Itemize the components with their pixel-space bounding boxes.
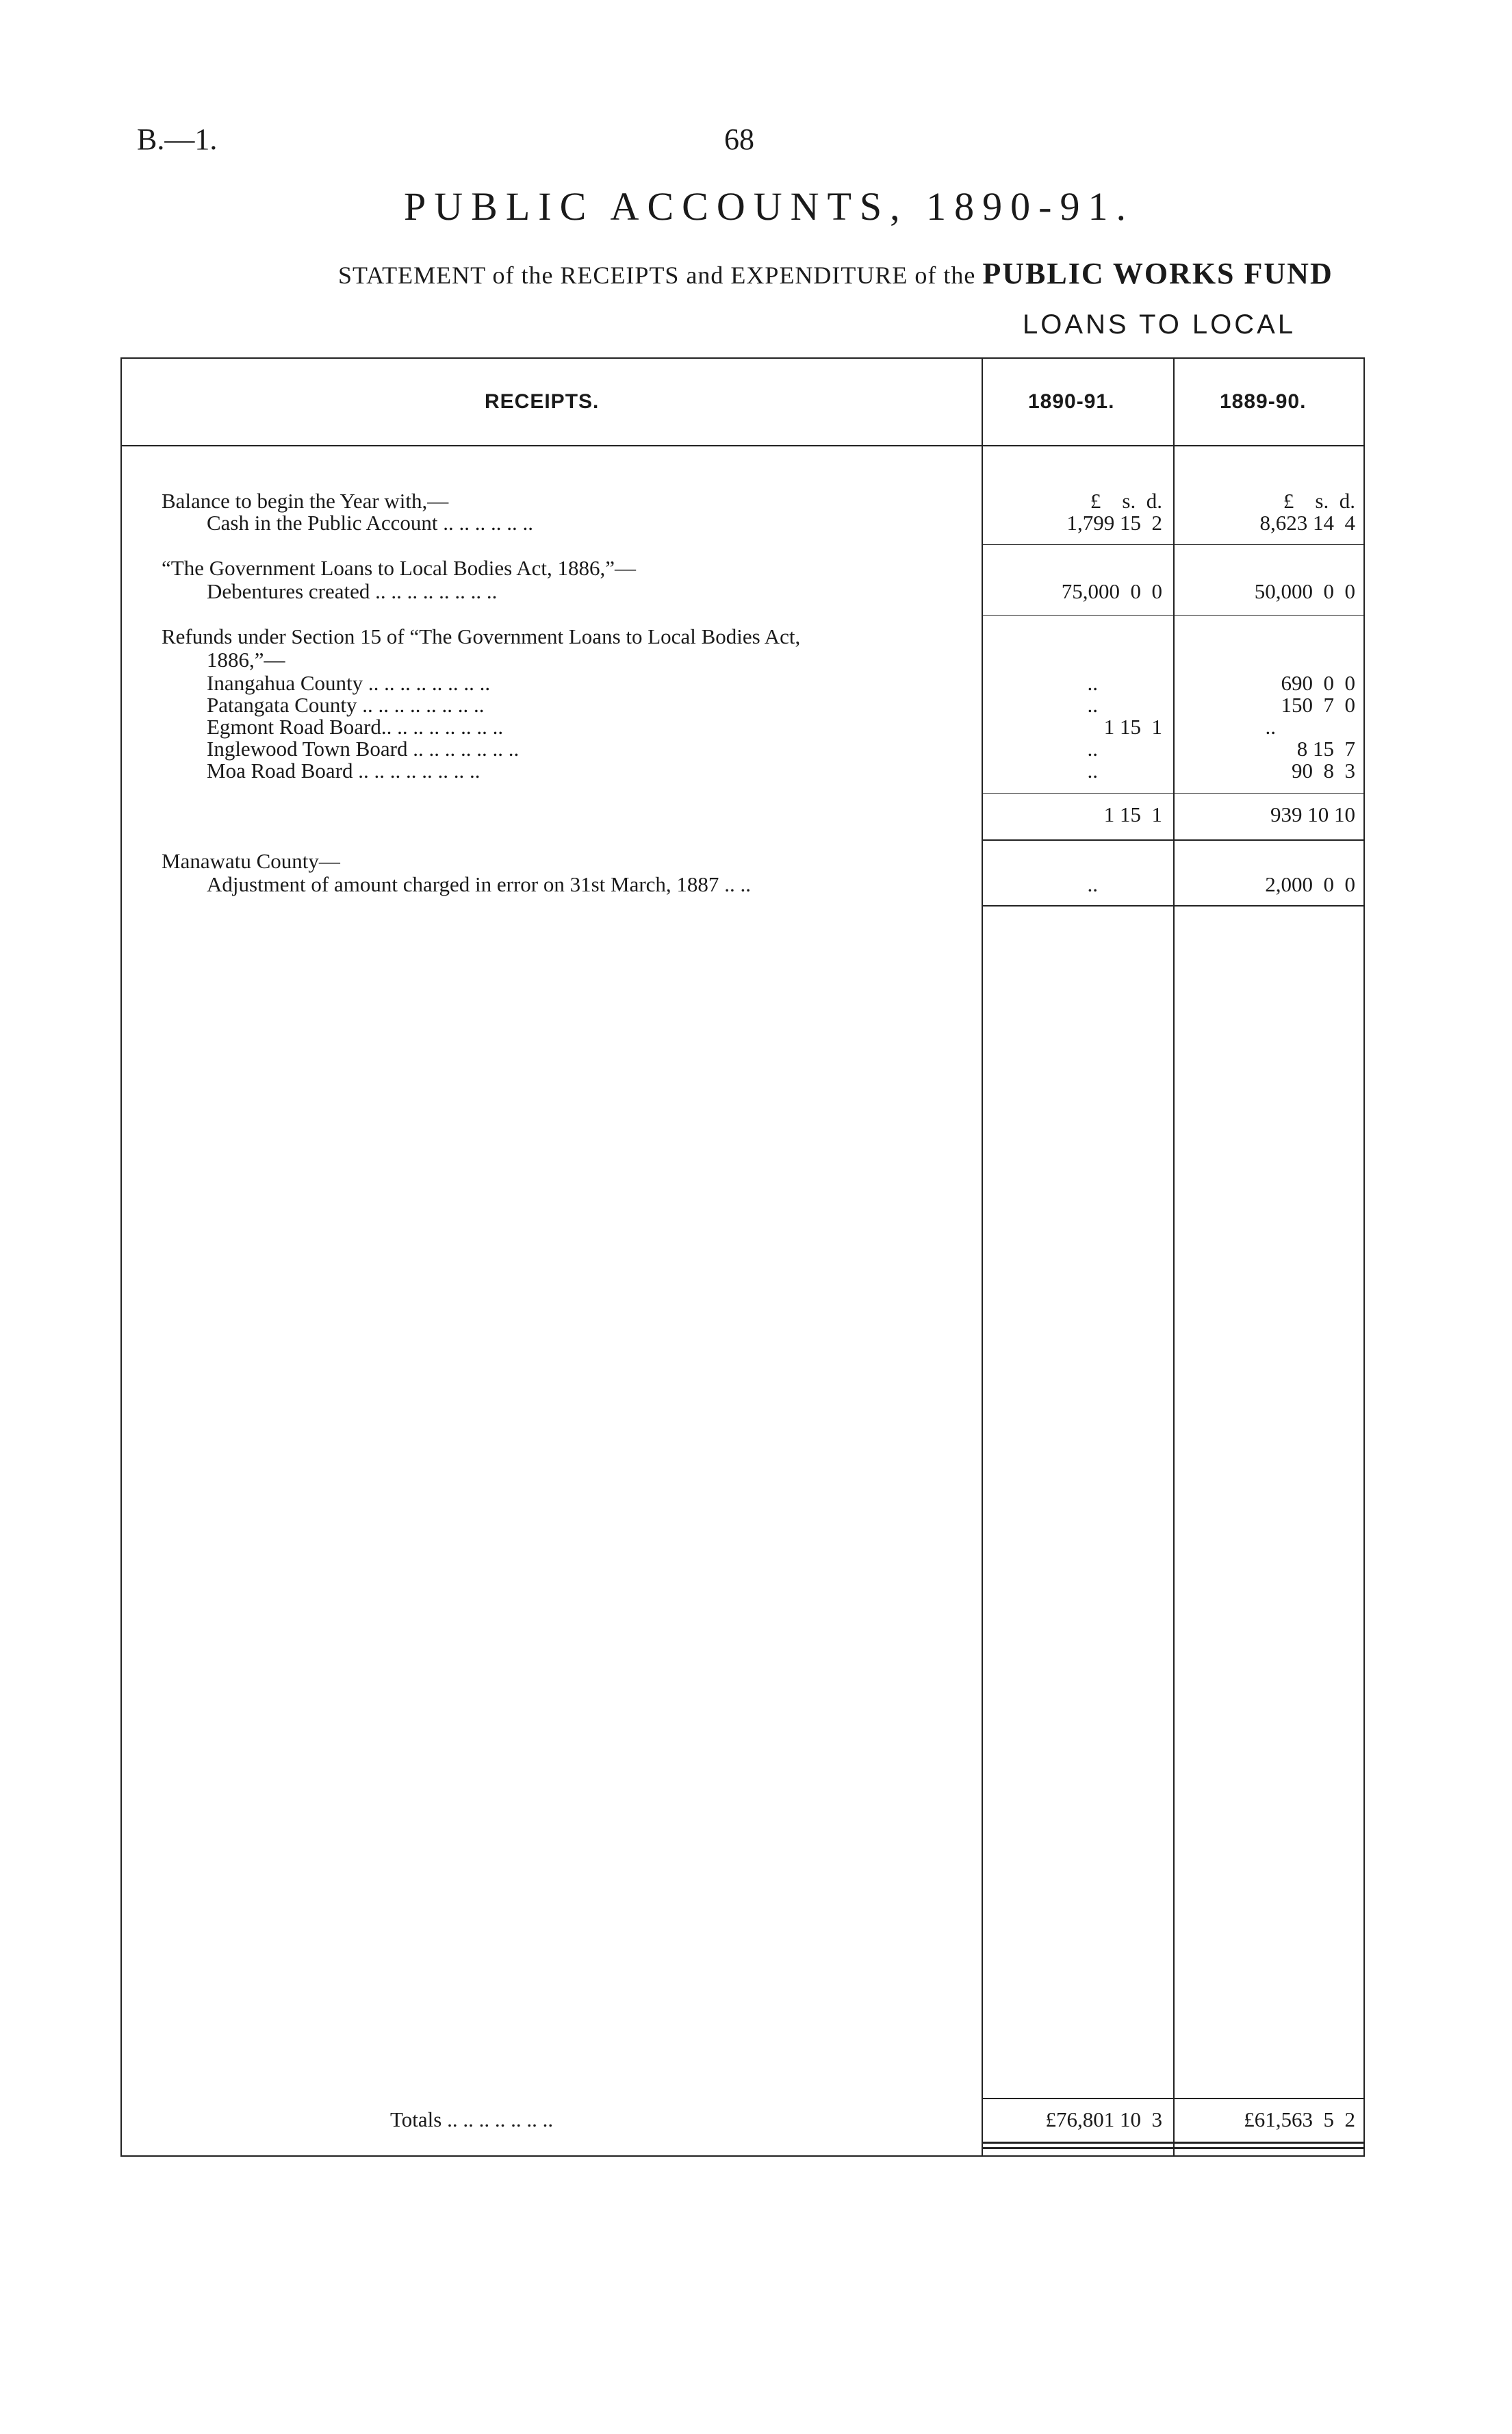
column-rule-1 [982,357,983,2157]
statement-heading [338,256,1333,291]
document-reference: B.—1. [137,123,218,156]
cash-1890-91: 1,799 15 2 [1066,511,1162,535]
manawatu-heading: Manawatu County— [162,849,340,873]
adjustment-label: Adjustment of amount charged in error on 31st March, 1887 .. .. [207,872,751,896]
moa-label-text: Moa Road Board [207,759,353,783]
refunds-subtotal-1889-90: 939 10 10 [1270,802,1355,826]
page-number: 68 [724,123,754,156]
cash-label: Cash in the Public Account .. .. .. .. .. .. [207,511,534,535]
table-bottom-rule [120,2155,1365,2157]
moa-1889-90: 90 8 3 [1292,759,1355,783]
inglewood-1889-90: 8 15 7 [1296,737,1355,761]
page-title: PUBLIC ACCOUNTS, 1890-91. [404,184,1134,229]
totals-1889-90: £61,563 5 2 [1244,2107,1355,2131]
column-rule-2 [1173,357,1175,2157]
egmont-1889-90: .. [1265,715,1276,739]
units-1889-90: £ s. d. [1283,489,1355,513]
table-right-rule [1363,357,1365,2157]
refunds-heading-line-1: Refunds under Section 15 of “The Government Loans to Local Bodies Act, [162,624,801,648]
inangahua-1889-90: 690 0 0 [1281,671,1355,695]
units-1890-91: £ s. d. [1090,489,1162,513]
header-bottom-rule [120,445,1365,446]
moa-label: Moa Road Board .. .. .. .. .. .. .. .. [207,759,480,783]
patangata-1889-90: 150 7 0 [1281,693,1355,717]
inglewood-label: Inglewood Town Board .. .. .. .. .. .. .. [207,737,520,761]
inangahua-1890-91: .. [1087,671,1098,695]
column-header-1890-91: 1890-91. [1028,390,1115,413]
adjustment-1889-90: 2,000 0 0 [1265,872,1355,896]
table-top-rule [120,357,1365,359]
statement-fund-name: PUBLIC WORKS FUND [982,257,1333,290]
table-left-rule [120,357,122,2157]
column-header-receipts: RECEIPTS. [485,390,600,413]
inangahua-label-text: Inangahua County [207,671,363,695]
debentures-1890-91: 75,000 0 0 [1061,579,1162,603]
totals-1890-91: £76,801 10 3 [1045,2107,1162,2131]
adjustment-1890-91: .. [1087,872,1098,896]
debentures-1889-90: 50,000 0 0 [1254,579,1355,603]
refunds-heading-line-2: 1886,”— [207,648,285,672]
totals-label: Totals .. .. .. .. .. .. .. [390,2107,554,2131]
adjustment-label-text: Adjustment of amount charged in error on 31st March, 1887 [207,872,719,896]
cash-rule [982,544,1365,545]
totals-label-text: Totals [390,2107,442,2131]
refunds-subtotal-bottom-rule [982,839,1365,841]
egmont-label: Egmont Road Board.. .. .. .. .. .. .. .. [207,715,504,739]
patangata-label: Patangata County .. .. .. .. .. .. .. .. [207,693,485,717]
cash-label-text: Cash in the Public Account [207,511,438,535]
debentures-rule [982,615,1365,616]
cash-1889-90: 8,623 14 4 [1259,511,1355,535]
patangata-1890-91: .. [1087,693,1098,717]
balance-heading: Balance to begin the Year with,— [162,489,449,513]
egmont-label-text: Egmont Road Board.. [207,715,392,739]
inangahua-label: Inangahua County .. .. .. .. .. .. .. .. [207,671,491,695]
inglewood-label-text: Inglewood Town Board [207,737,408,761]
debentures-label: Debentures created .. .. .. .. .. .. .. .. [207,579,498,603]
totals-double-rule-2 [982,2147,1365,2149]
totals-top-rule [982,2098,1365,2099]
act-heading: “The Government Loans to Local Bodies Act, 1886,”— [162,556,637,580]
refunds-subtotal-1890-91: 1 15 1 [1103,802,1162,826]
statement-prefix: STATEMENT of the RECEIPTS and EXPENDITURE of the [338,262,976,289]
moa-1890-91: .. [1087,759,1098,783]
totals-double-rule-1 [982,2142,1365,2144]
debentures-label-text: Debentures created [207,579,370,603]
adjustment-rule [982,905,1365,907]
statement-subtitle: LOANS TO LOCAL [1023,309,1296,340]
refunds-subtotal-top-rule [982,793,1365,794]
column-header-1889-90: 1889-90. [1220,390,1307,413]
egmont-1890-91: 1 15 1 [1103,715,1162,739]
inglewood-1890-91: .. [1087,737,1098,761]
patangata-label-text: Patangata County [207,693,357,717]
